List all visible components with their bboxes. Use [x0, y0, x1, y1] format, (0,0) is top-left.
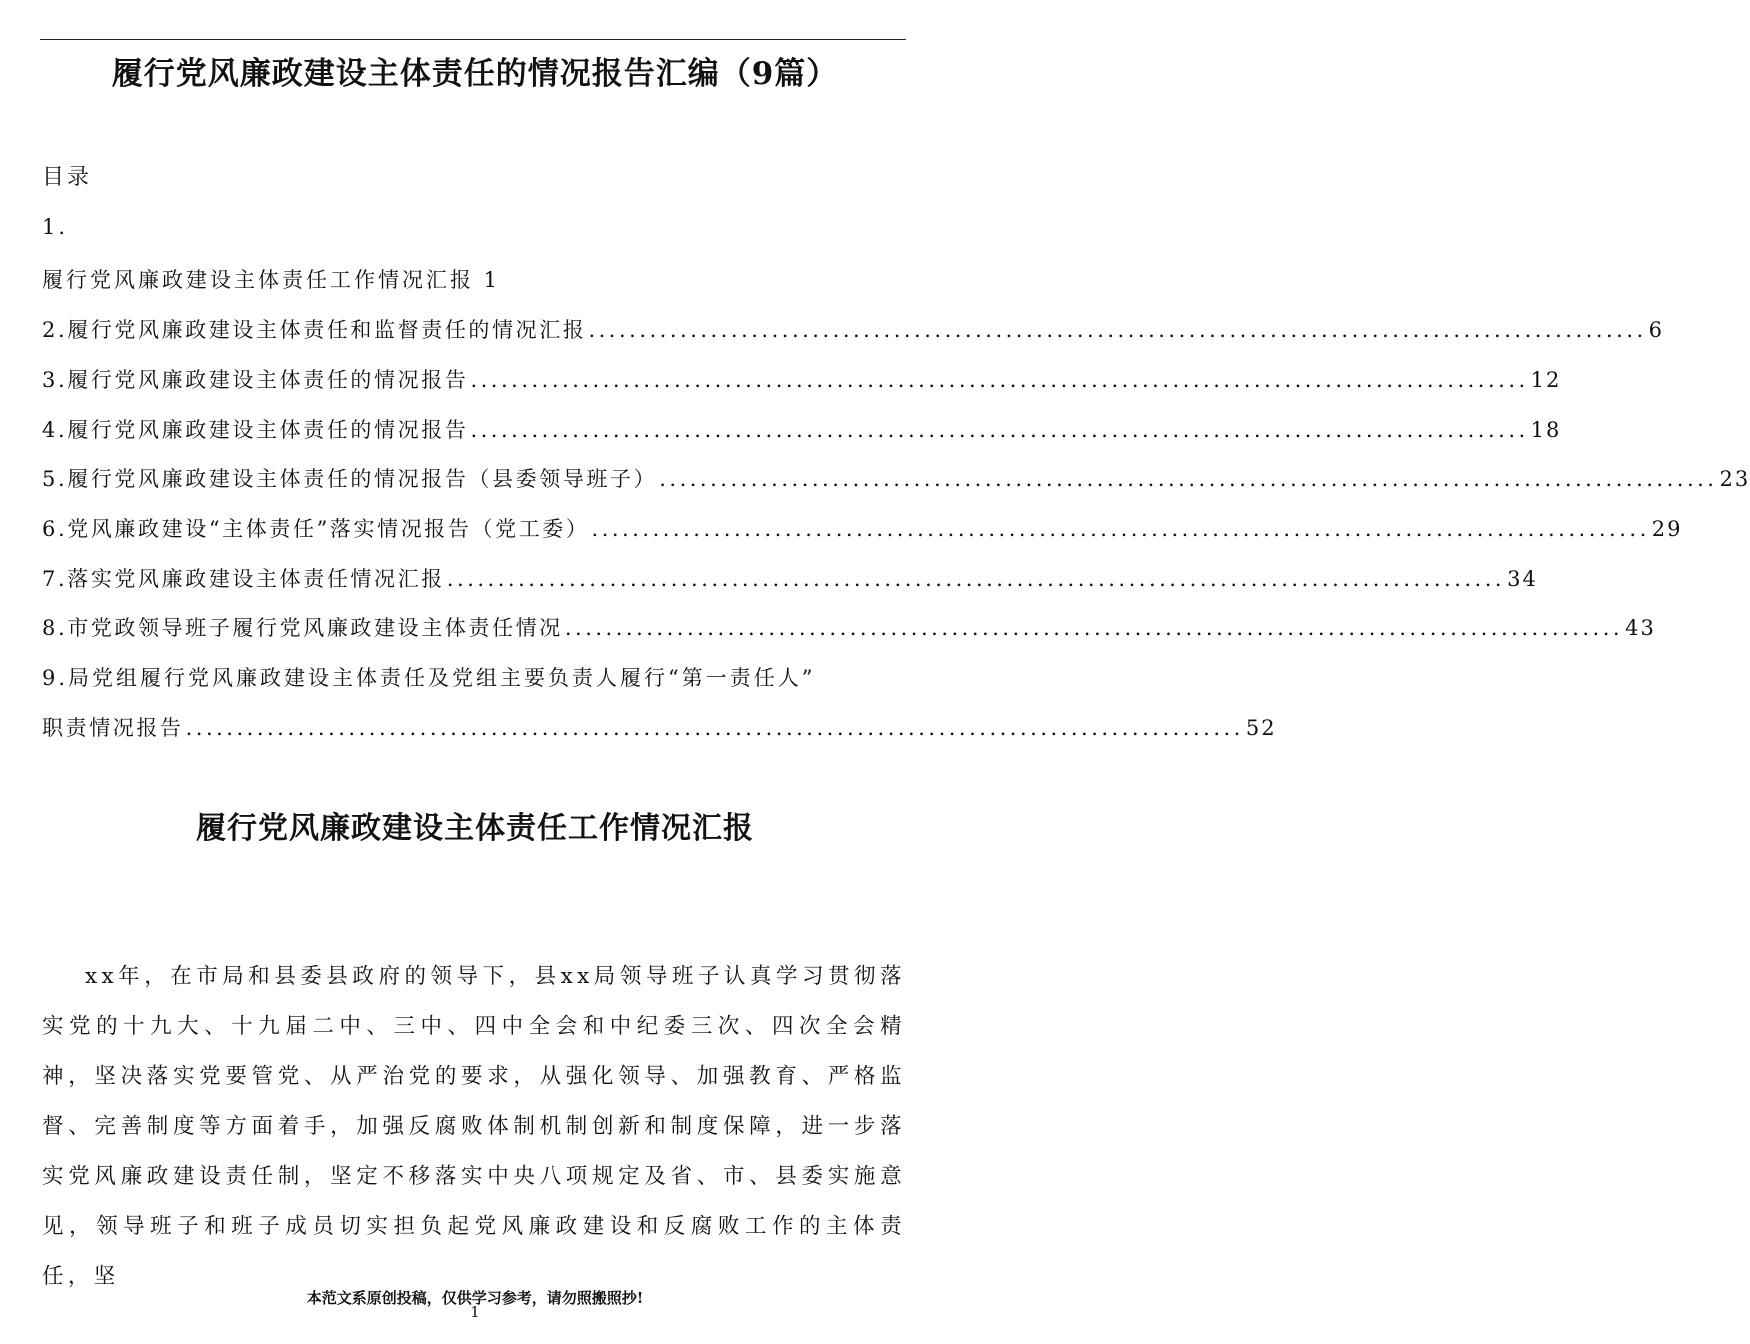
toc-page-number: 12 [1530, 368, 1562, 392]
toc-page-number: 6 [1648, 318, 1665, 342]
toc-page-number: 34 [1507, 567, 1538, 591]
toc-leader-dots: ........................................................................................................ [185, 716, 1244, 740]
toc-entry-1-text: 履行党风廉政建设主体责任工作情况汇报 1 [42, 268, 501, 292]
toc-page-number: 29 [1651, 517, 1683, 541]
toc-entry-title: 8.市党政领导班子履行党风廉政建设主体责任情况 [42, 616, 563, 640]
document-title: 履行党风廉政建设主体责任的情况报告汇编（9篇） [111, 56, 839, 92]
toc-entry-title: 7.落实党风廉政建设主体责任情况汇报 [42, 567, 445, 591]
toc-entry-3 [42, 364, 1562, 394]
toc-page-number: 23 [1719, 467, 1750, 491]
toc-entry-title: 6.党风廉政建设“主体责任”落实情况报告（党工委） [42, 517, 590, 541]
toc-heading: 目录 [42, 165, 93, 190]
page-number: 1 [470, 1303, 480, 1321]
toc-leader-dots: ........................................................................................................ [470, 418, 1529, 442]
toc-leader-dots: ........................................................................................................ [591, 517, 1650, 541]
toc-entry-title: 5.履行党风廉政建设主体责任的情况报告（县委领导班子） [42, 467, 658, 491]
toc-entry-2 [42, 314, 1665, 344]
toc-entry-title: 3.履行党风廉政建设主体责任的情况报告 [42, 368, 469, 392]
toc-entry-1-number: 1. [42, 215, 69, 239]
toc-leader-dots: ........................................................................................................ [588, 318, 1647, 342]
toc-entry-9-line-1: 9.局党组履行党风廉政建设主体责任及党组主要负责人履行“第一责任人” [42, 666, 816, 690]
toc-page-number: 18 [1530, 418, 1562, 442]
body-paragraph: xx年，在市局和县委县政府的领导下，县xx局领导班子认真学习贯彻落实党的十九大、十九届二中、三中、四中全会和中纪委三次、四次全会精神，坚决落实党要管党、从严治党的要求，从强化领导、加强教育、严格监督、完善制度等方面着手，加强反腐败体制机制创新和制度保障，进一步落实党风廉政建设责任制，坚定不移落实中央八项规定及省、市、县委实施意见，领导班子和班子成员切实担负起党风廉政建设和反腐败工作的主体责任，坚 [42, 964, 906, 1289]
toc-entry-9-line-2 [42, 712, 1277, 742]
toc-entry-title: 4.履行党风廉政建设主体责任的情况报告 [42, 418, 469, 442]
header-rule [40, 39, 906, 40]
toc-entry-7 [42, 563, 1538, 593]
toc-entry-5 [42, 463, 1750, 493]
toc-entry-4 [42, 414, 1562, 444]
toc-entry-6 [42, 513, 1683, 543]
toc-entry-8 [42, 612, 1656, 642]
toc-page-number: 52 [1245, 716, 1277, 740]
toc-leader-dots: ........................................................................................................ [470, 368, 1529, 392]
toc-entry-title: 职责情况报告 [42, 716, 184, 740]
footer-note: 本范文系原创投稿，仅供学习参考，请勿照搬照抄! [306, 1289, 644, 1307]
section-title: 履行党风廉政建设主体责任工作情况汇报 [196, 811, 754, 846]
toc-entry-title: 2.履行党风廉政建设主体责任和监督责任的情况汇报 [42, 318, 587, 342]
toc-page-number: 43 [1625, 616, 1656, 640]
toc-leader-dots: ........................................................................................................ [659, 467, 1718, 491]
toc-leader-dots: ........................................................................................................ [446, 567, 1506, 591]
toc-leader-dots: ........................................................................................................ [564, 616, 1624, 640]
